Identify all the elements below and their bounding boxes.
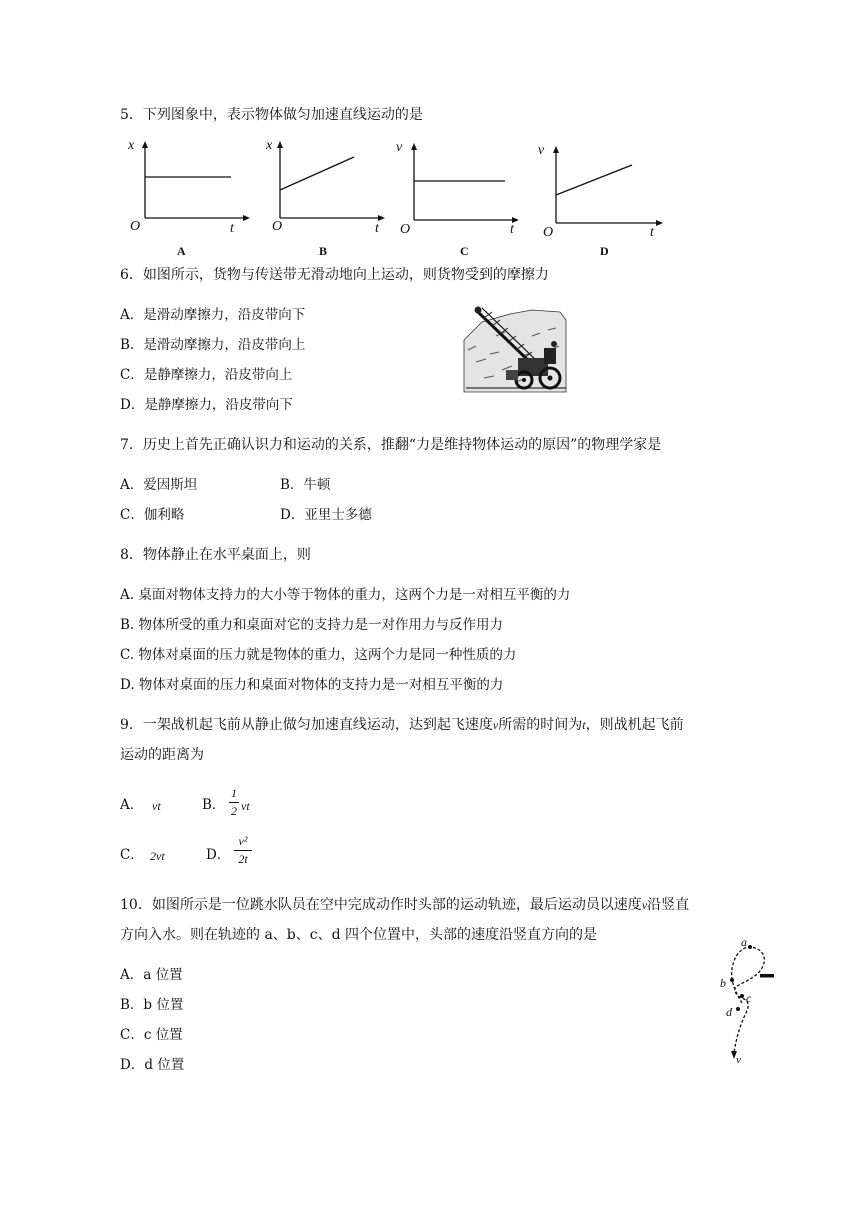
q6-option-a[interactable]: A．是滑动摩擦力，沿皮带向下	[120, 307, 306, 323]
q9-option-c-label[interactable]: C．	[120, 847, 144, 863]
q9-option-b-numerator: 1	[231, 786, 237, 800]
q5-d-origin: O	[543, 225, 554, 240]
q9-option-d-denominator: 2t	[238, 852, 248, 866]
q10-option-c[interactable]: C．c 位置	[120, 1027, 183, 1043]
q9-stem-part3: ，则战机起飞前	[585, 717, 684, 733]
q10-stem-part1: 10．如图所示是一位跳水队员在空中完成动作时头部的运动轨迹，最后运动员以速度	[120, 897, 642, 913]
q5-stem: 5．下列图象中，表示物体做匀加速直线运动的是	[120, 107, 423, 123]
q6-option-b[interactable]: B．是滑动摩擦力，沿皮带向上	[120, 337, 306, 353]
fraction-bar	[234, 850, 252, 851]
q9-stem-part1: 9．一架战机起飞前从静止做匀加速直线运动，达到起飞速度	[120, 717, 493, 733]
q6-stem: 6．如图所示，货物与传送带无滑动地向上运动，则货物受到的摩擦力	[120, 267, 549, 283]
trajectory-label-a: a	[741, 935, 747, 949]
q10-option-d[interactable]: D．d 位置	[120, 1057, 185, 1073]
q9-stem	[120, 716, 684, 734]
q7-option-c[interactable]: C．伽利略	[120, 507, 185, 523]
q9-option-b-label[interactable]: B．	[202, 797, 226, 813]
q5-graph-c	[396, 140, 516, 250]
q5-c-y-label: v	[396, 140, 403, 155]
q9-stem-line2: 运动的距离为	[120, 747, 204, 763]
q9-t-symbol: t	[582, 718, 586, 732]
q5-d-x-label: t	[650, 225, 654, 240]
q9-option-b-denominator: 2	[231, 804, 237, 818]
q10-stem-line2: 方向入水。则在轨迹的 a、b、c、d 四个位置中，头部的速度沿竖直方向的是	[120, 927, 598, 943]
q5-b-origin: O	[272, 219, 283, 234]
trajectory-label-b: b	[720, 976, 726, 990]
q10-stem-part2: 沿竖直	[647, 897, 690, 913]
diver-trajectory-figure	[712, 935, 792, 1075]
q8-stem: 8．物体静止在水平桌面上，则	[120, 547, 311, 563]
fraction-bar	[229, 802, 239, 803]
q9-option-c-value[interactable]: 2vt	[150, 849, 165, 863]
q8-option-b[interactable]: B. 物体所受的重力和桌面对它的支持力是一对作用力与反作用力	[120, 617, 504, 633]
q5-b-x-label: t	[375, 221, 379, 236]
q9-option-b-tail[interactable]: vt	[241, 799, 250, 813]
conveyor-belt-illustration	[462, 300, 570, 396]
q9-option-d-fraction[interactable]	[234, 834, 252, 867]
q10-v-symbol: v	[641, 898, 648, 912]
q6-option-d[interactable]: D．是静摩擦力，沿皮带向下	[120, 397, 293, 413]
q5-c-label: C	[460, 244, 469, 258]
q5-c-x-label: t	[510, 222, 514, 237]
q9-option-a-label[interactable]: A．	[120, 797, 144, 813]
q9-option-b-fraction[interactable]	[229, 786, 239, 819]
q8-option-a[interactable]: A. 桌面对物体支持力的大小等于物体的重力，这两个力是一对相互平衡的力	[120, 587, 571, 603]
trajectory-label-d: d	[726, 1005, 732, 1019]
q5-d-y-label: v	[538, 143, 545, 158]
q10-option-a[interactable]: A．a 位置	[120, 967, 183, 983]
q5-a-x-label: t	[230, 221, 234, 236]
q5-b-label: B	[319, 244, 328, 258]
q9-v-symbol: v	[492, 718, 499, 732]
q7-stem: 7．历史上首先正确认识力和运动的关系，推翻“力是维持物体运动的原因”的物理学家是	[120, 437, 662, 453]
q9-option-a-value[interactable]: vt	[152, 799, 161, 813]
q5-b-y-label: x	[266, 138, 273, 153]
q9-option-d-numerator: v²	[238, 834, 248, 848]
q8-option-c[interactable]: C. 物体对桌面的压力就是物体的重力，这两个力是同一种性质的力	[120, 647, 517, 663]
q7-option-d[interactable]: D．亚里士多德	[280, 507, 372, 523]
q10-stem	[120, 896, 689, 914]
q10-option-b[interactable]: B．b 位置	[120, 997, 184, 1013]
q5-c-origin: O	[400, 222, 411, 237]
q7-option-a[interactable]: A．爱因斯坦	[120, 477, 198, 493]
q9-option-d-label[interactable]: D．	[206, 847, 231, 863]
q5-a-label: A	[177, 244, 186, 258]
q8-option-d[interactable]: D. 物体对桌面的压力和桌面对物体的支持力是一对相互平衡的力	[120, 677, 504, 693]
q5-a-origin: O	[130, 219, 141, 234]
q5-d-label: D	[600, 244, 609, 258]
q6-option-c[interactable]: C．是静摩擦力，沿皮带向上	[120, 367, 293, 383]
q7-option-b[interactable]: B．牛顿	[280, 477, 331, 493]
q5-a-y-label: x	[128, 138, 135, 153]
trajectory-label-c: c	[746, 991, 752, 1005]
q5-graph-a	[125, 140, 245, 250]
q9-stem-part2: 所需的时间为	[498, 717, 583, 733]
trajectory-label-v: v	[736, 1054, 741, 1066]
